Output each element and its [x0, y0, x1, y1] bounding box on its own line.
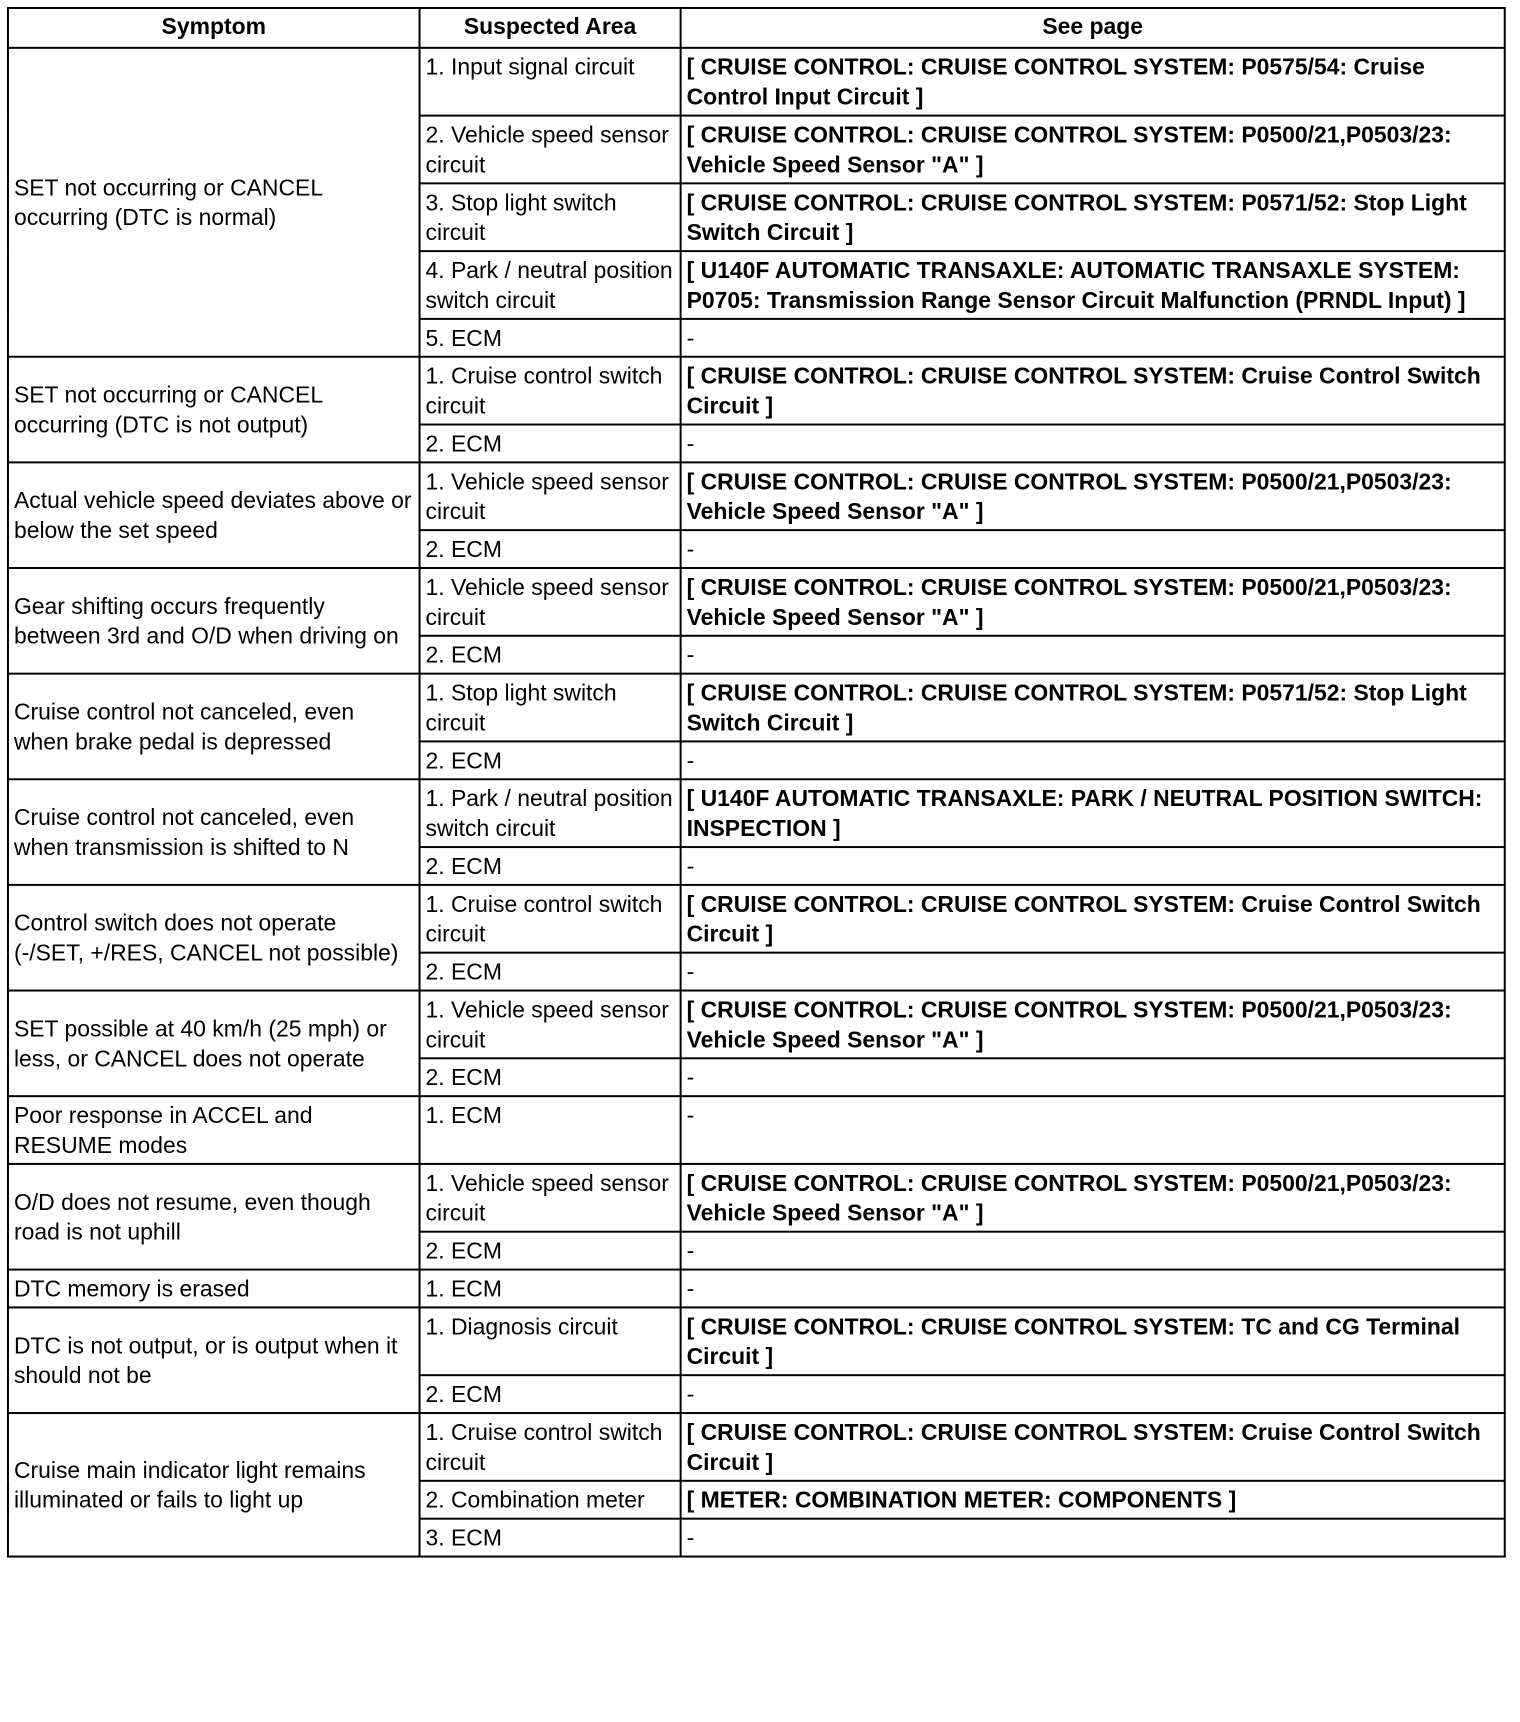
- table-body: [8, 48, 1505, 1557]
- see-page-reference-cell: [ CRUISE CONTROL: CRUISE CONTROL SYSTEM: P0571/52: Stop Light Switch Circuit ]: [681, 674, 1505, 742]
- symptom-cell: Actual vehicle speed deviates above or below the set speed: [8, 462, 420, 568]
- see-page-none-cell: -: [681, 1270, 1505, 1308]
- suspected-area-cell: 1. Vehicle speed sensor circuit: [420, 462, 681, 530]
- suspected-area-cell: 1. Cruise control switch circuit: [420, 1413, 681, 1481]
- symptom-column-header: Symptom: [8, 8, 420, 48]
- see-page-none-cell: -: [681, 636, 1505, 674]
- see-page-reference-cell: [ CRUISE CONTROL: CRUISE CONTROL SYSTEM: P0500/21,P0503/23: Vehicle Speed Sensor "A" ]: [681, 1164, 1505, 1232]
- symptom-cell: Poor response in ACCEL and RESUME modes: [8, 1096, 420, 1164]
- suspected-area-cell: 1. Vehicle speed sensor circuit: [420, 991, 681, 1059]
- table-row: [8, 674, 1505, 742]
- see-page-reference-cell: [ CRUISE CONTROL: CRUISE CONTROL SYSTEM: P0571/52: Stop Light Switch Circuit ]: [681, 183, 1505, 251]
- see-page-none-cell: -: [681, 1232, 1505, 1270]
- table-row: [8, 991, 1505, 1059]
- suspected-area-column-header: Suspected Area: [420, 8, 681, 48]
- suspected-area-cell: 2. ECM: [420, 1232, 681, 1270]
- see-page-none-cell: -: [681, 847, 1505, 885]
- symptom-cell: SET not occurring or CANCEL occurring (DTC is not output): [8, 357, 420, 463]
- suspected-area-cell: 2. ECM: [420, 741, 681, 779]
- suspected-area-cell: 1. Vehicle speed sensor circuit: [420, 1164, 681, 1232]
- suspected-area-cell: 2. ECM: [420, 636, 681, 674]
- see-page-none-cell: -: [681, 953, 1505, 991]
- see-page-column-header: See page: [681, 8, 1505, 48]
- suspected-area-cell: 4. Park / neutral position switch circuit: [420, 251, 681, 319]
- see-page-none-cell: -: [681, 1375, 1505, 1413]
- see-page-reference-cell: [ CRUISE CONTROL: CRUISE CONTROL SYSTEM: Cruise Control Switch Circuit ]: [681, 885, 1505, 953]
- suspected-area-cell: 1. ECM: [420, 1096, 681, 1164]
- see-page-none-cell: -: [681, 1096, 1505, 1164]
- table-header-row: [8, 8, 1505, 48]
- see-page-reference-cell: [ CRUISE CONTROL: CRUISE CONTROL SYSTEM: P0500/21,P0503/23: Vehicle Speed Sensor "A" ]: [681, 462, 1505, 530]
- see-page-none-cell: -: [681, 1519, 1505, 1557]
- see-page-none-cell: -: [681, 1058, 1505, 1096]
- see-page-reference-cell: [ METER: COMBINATION METER: COMPONENTS ]: [681, 1481, 1505, 1519]
- symptom-cell: Control switch does not operate (-/SET, +/RES, CANCEL not possible): [8, 885, 420, 991]
- symptom-cell: Gear shifting occurs frequently between 3rd and O/D when driving on: [8, 568, 420, 674]
- suspected-area-cell: 2. ECM: [420, 530, 681, 568]
- problem-symptoms-table: [7, 7, 1506, 1558]
- suspected-area-cell: 1. Stop light switch circuit: [420, 674, 681, 742]
- suspected-area-cell: 2. ECM: [420, 1058, 681, 1096]
- suspected-area-cell: 5. ECM: [420, 319, 681, 357]
- symptom-cell: DTC memory is erased: [8, 1270, 420, 1308]
- suspected-area-cell: 2. ECM: [420, 847, 681, 885]
- symptom-cell: O/D does not resume, even though road is not uphill: [8, 1164, 420, 1270]
- table-row: [8, 885, 1505, 953]
- suspected-area-cell: 2. ECM: [420, 425, 681, 463]
- suspected-area-cell: 1. Park / neutral position switch circuit: [420, 779, 681, 847]
- suspected-area-cell: 3. Stop light switch circuit: [420, 183, 681, 251]
- table-row: [8, 1096, 1505, 1164]
- see-page-reference-cell: [ U140F AUTOMATIC TRANSAXLE: AUTOMATIC TRANSAXLE SYSTEM: P0705: Transmission Range Sensor Circuit Malfunction (PRNDL Input) ]: [681, 251, 1505, 319]
- table-row: [8, 1307, 1505, 1375]
- see-page-none-cell: -: [681, 530, 1505, 568]
- table-row: [8, 1164, 1505, 1232]
- symptom-cell: SET not occurring or CANCEL occurring (DTC is normal): [8, 48, 420, 357]
- symptom-cell: Cruise control not canceled, even when brake pedal is depressed: [8, 674, 420, 780]
- see-page-reference-cell: [ CRUISE CONTROL: CRUISE CONTROL SYSTEM: P0500/21,P0503/23: Vehicle Speed Sensor "A" ]: [681, 991, 1505, 1059]
- see-page-reference-cell: [ U140F AUTOMATIC TRANSAXLE: PARK / NEUTRAL POSITION SWITCH: INSPECTION ]: [681, 779, 1505, 847]
- see-page-reference-cell: [ CRUISE CONTROL: CRUISE CONTROL SYSTEM: Cruise Control Switch Circuit ]: [681, 357, 1505, 425]
- table-row: [8, 1413, 1505, 1481]
- symptom-cell: Cruise control not canceled, even when transmission is shifted to N: [8, 779, 420, 885]
- suspected-area-cell: 2. Vehicle speed sensor circuit: [420, 116, 681, 184]
- suspected-area-cell: 1. Cruise control switch circuit: [420, 885, 681, 953]
- suspected-area-cell: 2. Combination meter: [420, 1481, 681, 1519]
- table-row: [8, 48, 1505, 116]
- suspected-area-cell: 3. ECM: [420, 1519, 681, 1557]
- suspected-area-cell: 1. Input signal circuit: [420, 48, 681, 116]
- see-page-reference-cell: [ CRUISE CONTROL: CRUISE CONTROL SYSTEM: TC and CG Terminal Circuit ]: [681, 1307, 1505, 1375]
- suspected-area-cell: 2. ECM: [420, 1375, 681, 1413]
- see-page-reference-cell: [ CRUISE CONTROL: CRUISE CONTROL SYSTEM: P0500/21,P0503/23: Vehicle Speed Sensor "A" ]: [681, 116, 1505, 184]
- suspected-area-cell: 1. Vehicle speed sensor circuit: [420, 568, 681, 636]
- table-row: [8, 568, 1505, 636]
- suspected-area-cell: 2. ECM: [420, 953, 681, 991]
- see-page-reference-cell: [ CRUISE CONTROL: CRUISE CONTROL SYSTEM: P0575/54: Cruise Control Input Circuit ]: [681, 48, 1505, 116]
- table-row: [8, 779, 1505, 847]
- table-row: [8, 462, 1505, 530]
- symptom-cell: Cruise main indicator light remains illuminated or fails to light up: [8, 1413, 420, 1556]
- see-page-none-cell: -: [681, 425, 1505, 463]
- symptom-cell: SET possible at 40 km/h (25 mph) or less, or CANCEL does not operate: [8, 991, 420, 1097]
- symptom-cell: DTC is not output, or is output when it should not be: [8, 1307, 420, 1413]
- see-page-none-cell: -: [681, 741, 1505, 779]
- suspected-area-cell: 1. Diagnosis circuit: [420, 1307, 681, 1375]
- table-row: [8, 1270, 1505, 1308]
- table-row: [8, 357, 1505, 425]
- see-page-reference-cell: [ CRUISE CONTROL: CRUISE CONTROL SYSTEM: Cruise Control Switch Circuit ]: [681, 1413, 1505, 1481]
- see-page-none-cell: -: [681, 319, 1505, 357]
- suspected-area-cell: 1. ECM: [420, 1270, 681, 1308]
- see-page-reference-cell: [ CRUISE CONTROL: CRUISE CONTROL SYSTEM: P0500/21,P0503/23: Vehicle Speed Sensor "A" ]: [681, 568, 1505, 636]
- suspected-area-cell: 1. Cruise control switch circuit: [420, 357, 681, 425]
